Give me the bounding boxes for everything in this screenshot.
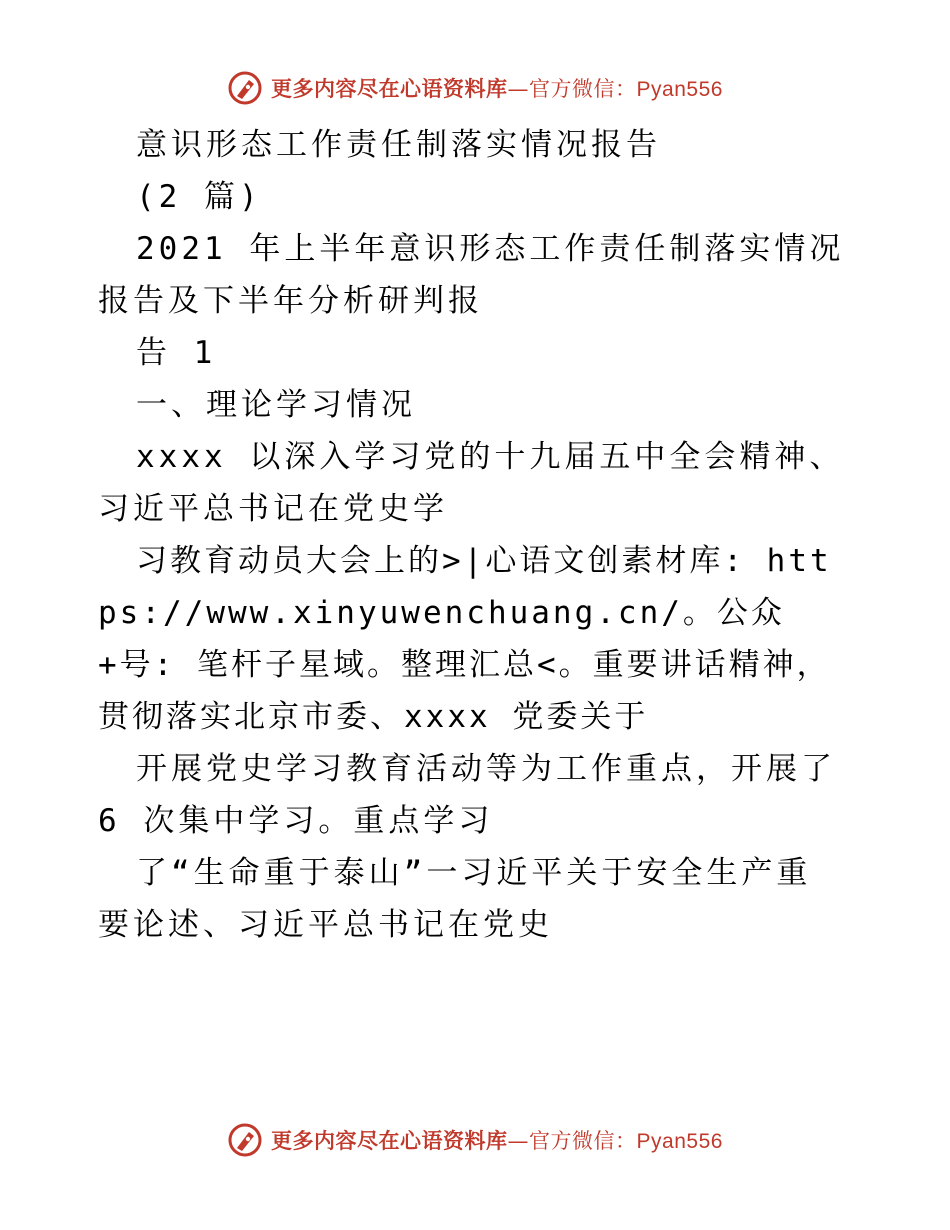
document-title: 意识形态工作责任制落实情况报告 [136, 127, 661, 163]
watermark-dash: — [507, 77, 530, 101]
pen-nib-logo-icon [227, 1122, 263, 1158]
watermark-wechat-label: 官方微信： [529, 1129, 637, 1153]
document-subtitle: 2021 年上半年意识形态工作责任制落实情况报告及下半年分析研判报 [98, 231, 845, 319]
document-subtitle-end: 告 1 [136, 335, 217, 371]
watermark-wechat-id: Pyan556 [636, 78, 723, 101]
document-body [98, 119, 846, 951]
body-paragraph: xxxx 以深入学习党的十九届五中全会精神、习近平总书记在党史学 [98, 439, 845, 527]
watermark-lead: 更多内容尽在心语资料库 [271, 1129, 508, 1153]
footer-watermark [0, 1118, 950, 1162]
document-count: (2 篇) [136, 179, 262, 215]
watermark-text [271, 1125, 723, 1155]
header-watermark [0, 66, 950, 110]
pen-nib-logo-icon [227, 70, 263, 106]
body-paragraph: 开展党史学习教育活动等为工作重点，开展了 6 次集中学习。重点学习 [98, 751, 836, 839]
watermark-wechat-label: 官方微信： [529, 77, 637, 101]
section-heading: 一、理论学习情况 [136, 387, 416, 423]
body-paragraph: 习教育动员大会上的>|心语文创素材库: https://www.xinyuwenchuang.cn/。公众+号: 笔杆子星域。整理汇总<。重要讲话精神，贯彻落实北京市委、xxxx 党委关于 [98, 543, 832, 735]
body-paragraph: 了“生命重于泰山”一习近平关于安全生产重要论述、习近平总书记在党史 [98, 855, 812, 943]
watermark-wechat-id: Pyan556 [636, 1130, 723, 1153]
watermark-dash: — [507, 1129, 530, 1153]
watermark-text [271, 73, 723, 103]
watermark-lead: 更多内容尽在心语资料库 [271, 77, 508, 101]
